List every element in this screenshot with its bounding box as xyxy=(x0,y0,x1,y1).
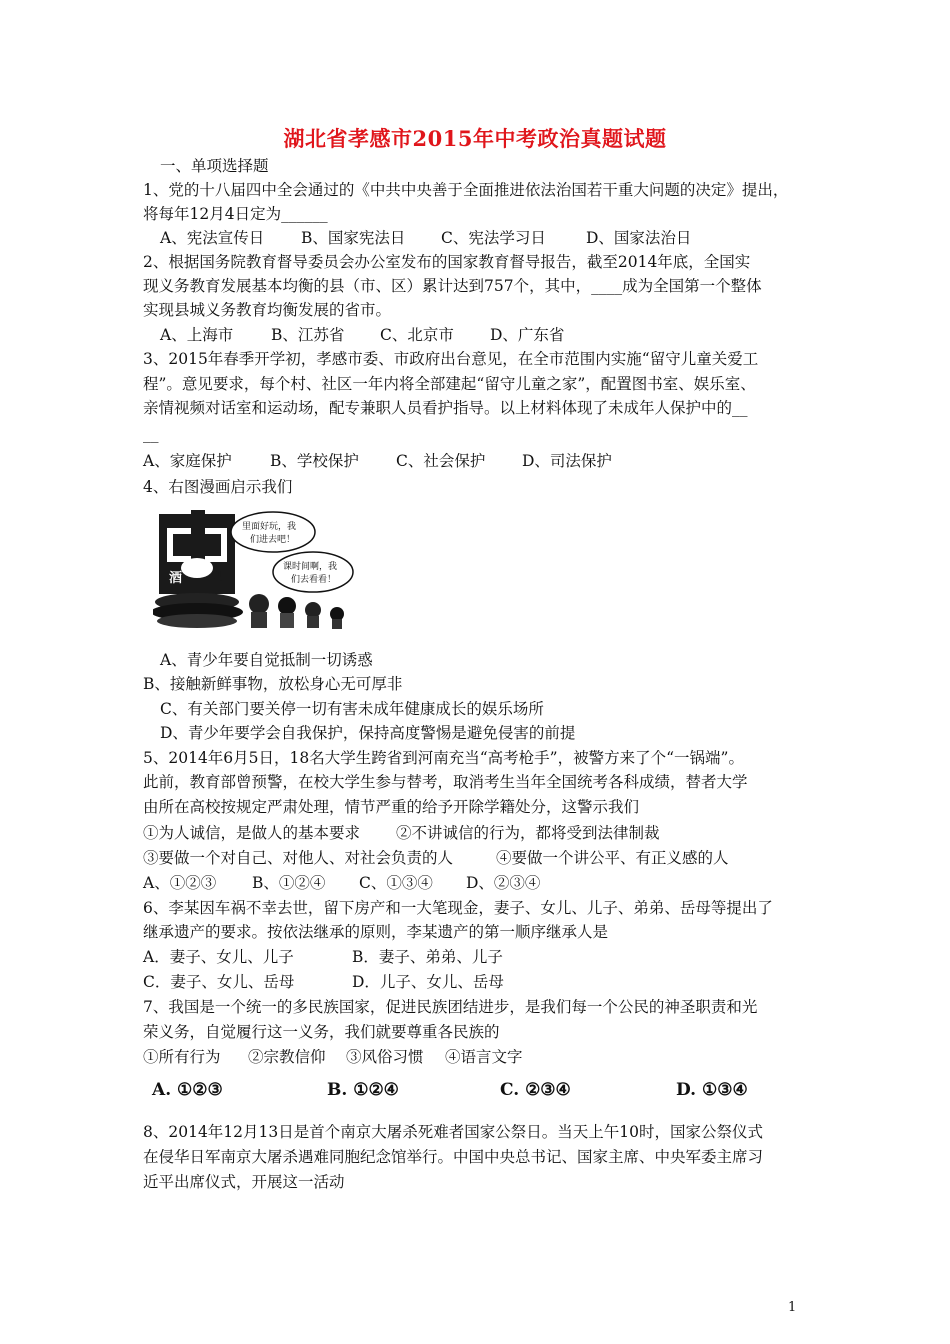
option-b: B、江苏省 xyxy=(271,326,345,344)
question-5-line-1: 5、2014年6月5日，18名大学生跨省到河南充当“高考枪手”，被警方来了个“一锅端”。 xyxy=(143,749,744,767)
question-8-line-1: 8、2014年12月13日是首个南京大屠杀死难者国家公祭日。当天上午10时，国家公祭仪式 xyxy=(143,1123,763,1141)
statement-4: ④语言文字 xyxy=(445,1048,523,1066)
statement-3: ③要做一个对自己、对他人、对社会负责的人 xyxy=(143,849,454,867)
option-c: C．妻子、女儿、岳母 xyxy=(143,973,295,991)
question-4-option-d: D、青少年要学会自我保护，保持高度警惕是避免侵害的前提 xyxy=(160,724,576,742)
statement-2: ②不讲诚信的行为，都将受到法律制裁 xyxy=(396,824,660,842)
option-a: A、上海市 xyxy=(160,326,234,344)
question-8-line-2: 在侵华日军南京大屠杀遇难同胞纪念馆举行。中国中央总书记、国家主席、中央军委主席习 xyxy=(143,1148,764,1166)
question-2-line-1: 2、根据国务院教育督导委员会办公室发布的国家教育督导报告，截至2014年底，全国实 xyxy=(143,253,751,271)
option-a: A、家庭保护 xyxy=(143,452,232,470)
question-5-line-3: 由所在高校按规定严肃处理，情节严重的给予开除学籍处分，这警示我们 xyxy=(143,798,640,816)
cartoon-sign-right: 吧 xyxy=(211,570,222,583)
cartoon-sign-left: 酒 xyxy=(169,571,183,586)
option-c: C、社会保护 xyxy=(396,452,486,470)
speech-bubble-1-line-2: 们进去吧！ xyxy=(250,535,296,545)
section-heading: 一、单项选择题 xyxy=(160,157,269,175)
question-4-option-c: C、有关部门要关停一切有害未成年健康成长的娱乐场所 xyxy=(160,700,544,718)
option-d: D、司法保护 xyxy=(522,452,612,470)
statement-4: ④要做一个讲公平、有正义感的人 xyxy=(496,849,729,867)
question-4-option-b: B、接触新鲜事物，放松身心无可厚非 xyxy=(143,675,403,693)
child-figure xyxy=(330,607,344,621)
statement-1: ①为人诚信，是做人的基本要求 xyxy=(143,824,361,842)
question-6-options-row-1 xyxy=(143,947,503,967)
speech-bubble-2-line-2: 们去看看！ xyxy=(291,575,337,585)
question-5-statements-row-2 xyxy=(143,848,729,868)
option-a: A、宪法宣传日 xyxy=(160,229,265,247)
option-d: D、广东省 xyxy=(490,326,565,344)
option-a: A、①②③ xyxy=(143,874,217,892)
question-3-options xyxy=(143,451,612,471)
question-5-options xyxy=(143,873,540,893)
question-7-statements xyxy=(143,1047,523,1067)
cartoon-illustration xyxy=(153,506,355,632)
question-7-option-d: D. ①③④ xyxy=(676,1080,748,1100)
question-6-line-2: 继承遗产的要求。按依法继承的原则，李某遗产的第一顺序继承人是 xyxy=(143,923,609,941)
speech-bubble-1-line-1: 里面好玩，我 xyxy=(242,522,297,532)
option-b: B、学校保护 xyxy=(270,452,359,470)
question-1-options xyxy=(160,228,691,248)
option-a: A．妻子、女儿、儿子 xyxy=(143,948,294,966)
speech-bubble-2 xyxy=(273,552,353,592)
question-5-statements-row-1 xyxy=(143,823,660,843)
question-3-line-4: __ xyxy=(143,425,159,443)
option-d: D、国家法治日 xyxy=(586,229,692,247)
statement-1: ①所有行为 xyxy=(143,1048,221,1066)
exam-title: 湖北省孝感市2015年中考政治真题试题 xyxy=(283,126,667,151)
question-7-option-a: A. ①②③ xyxy=(152,1080,223,1100)
question-7-option-c: C. ②③④ xyxy=(500,1080,571,1100)
child-figure xyxy=(249,594,269,614)
option-d: D、②③④ xyxy=(466,874,541,892)
question-6-options-row-2 xyxy=(143,972,504,992)
option-d: D．儿子、女儿、岳母 xyxy=(352,973,504,991)
question-7-line-2: 荣义务，自觉履行这一义务，我们就要尊重各民族的 xyxy=(143,1023,500,1041)
statement-3: ③风俗习惯 xyxy=(346,1048,424,1066)
question-8-line-3: 近平出席仪式，开展这一活动 xyxy=(143,1173,345,1191)
child-figure xyxy=(305,602,321,618)
statement-2: ②宗教信仰 xyxy=(248,1048,326,1066)
question-3-line-2: 程”。意见要求，每个村、社区一年内将全部建起“留守儿童之家”，配置图书室、娱乐室、 xyxy=(143,375,756,393)
speech-bubble-1 xyxy=(231,512,315,552)
option-b: B、①②④ xyxy=(252,874,326,892)
question-4-option-a: A、青少年要自觉抵制一切诱惑 xyxy=(160,651,373,669)
option-b: B．妻子、弟弟、儿子 xyxy=(352,948,503,966)
option-c: C、宪法学习日 xyxy=(441,229,546,247)
option-b: B、国家宪法日 xyxy=(301,229,406,247)
question-1-line-1: 1、党的十八届四中全会通过的《中共中央善于全面推进依法治国若干重大问题的决定》提出， xyxy=(143,181,789,199)
question-7-line-1: 7、我国是一个统一的多民族国家，促进民族团结进步，是我们每一个公民的神圣职责和光 xyxy=(143,998,758,1016)
question-5-line-2: 此前，教育部曾预警，在校大学生参与替考，取消考生当年全国统考各科成绩，替者大学 xyxy=(143,773,748,791)
question-2-options xyxy=(160,325,564,345)
question-4-line-1: 4、右图漫画启示我们 xyxy=(143,478,293,496)
option-c: C、①③④ xyxy=(359,874,433,892)
question-1-line-2: 将每年12月4日定为______ xyxy=(143,205,328,223)
child-figure xyxy=(278,597,296,615)
question-7-option-b: B. ①②④ xyxy=(327,1080,399,1100)
page-number: 1 xyxy=(788,1300,797,1315)
question-6-line-1: 6、李某因车祸不幸去世，留下房产和一大笔现金，妻子、女儿、儿子、弟弟、岳母等提出了 xyxy=(143,899,773,917)
speech-bubble-2-line-1: 课时间啊，我 xyxy=(283,562,338,572)
question-2-line-3: 实现县城义务教育均衡发展的省市。 xyxy=(143,301,392,319)
question-2-line-2: 现义务教育发展基本均衡的县（市、区）累计达到757个，其中，____成为全国第一个整体 xyxy=(143,277,762,295)
question-3-line-3: 亲情视频对话室和运动场，配专兼职人员看护指导。以上材料体现了未成年人保护中的__ xyxy=(143,399,748,417)
option-c: C、北京市 xyxy=(380,326,454,344)
question-3-line-1: 3、2015年春季开学初，孝感市委、市政府出台意见，在全市范围内实施“留守儿童关爱工 xyxy=(143,350,759,368)
